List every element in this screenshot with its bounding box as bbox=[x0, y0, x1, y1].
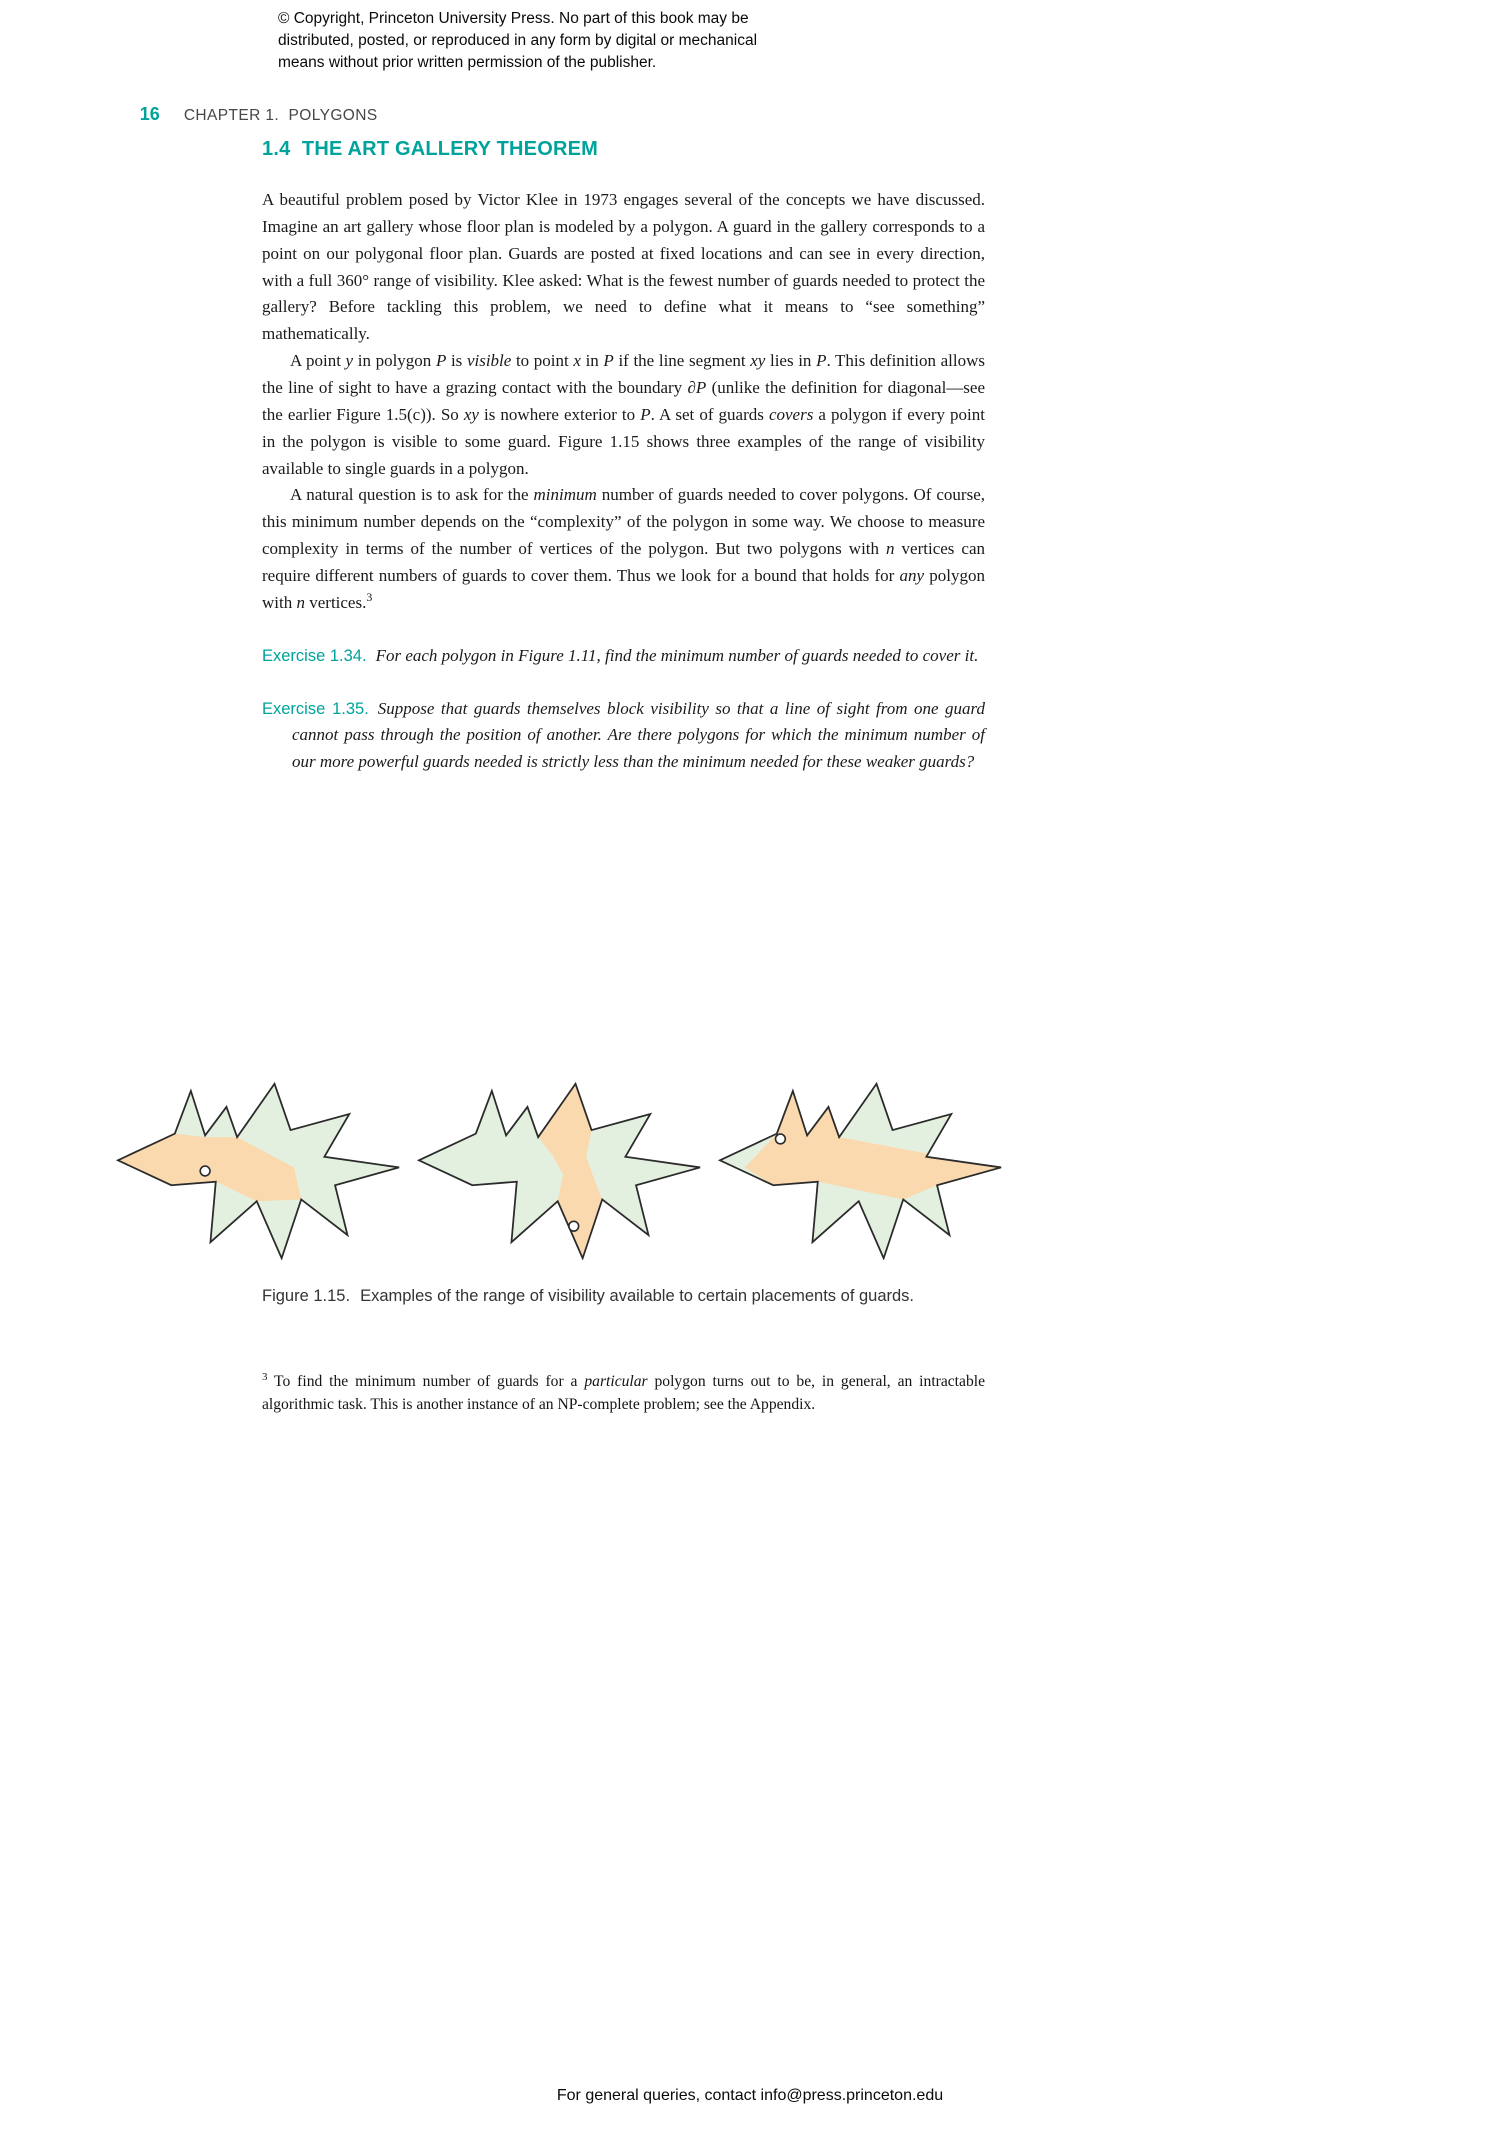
figure-panel-3 bbox=[718, 1082, 1003, 1260]
figure-caption bbox=[262, 1284, 1004, 1309]
exercise-1-35 bbox=[262, 696, 985, 777]
section-heading: 1.4 THE ART GALLERY THEOREM bbox=[262, 138, 599, 160]
copyright-line: © Copyright, Princeton University Press. No part of this book may be bbox=[278, 10, 749, 27]
page-number: 16 bbox=[139, 104, 160, 124]
paragraph-visibility-definition: A point y in polygon P is visible to point x in P if the line segment xy lies in P. This definition allows the line of sight to have a grazing contact with the boundary ∂P (unlike the definition for diagonal—see the earlier Figure 1.5(c)). So xy is nowhere exterior to P. A set of guards covers a polygon if every point in the polygon is visible to some guard. Figure 1.15 shows three examples of the range of visibility available to single guards in a polygon. bbox=[262, 351, 986, 478]
copyright-notice bbox=[278, 8, 838, 74]
exercise-label: Exercise 1.35. bbox=[262, 699, 369, 718]
page-footer: For general queries, contact info@press.princeton.edu bbox=[556, 2087, 944, 2104]
figure-1-15 bbox=[116, 1082, 1003, 1260]
footnote: $^3$ To find the minimum number of guards for a particular polygon turns out to be, in general, an intractable algorithmic task. This is another instance of an NP-complete problem; see the Appendix. bbox=[262, 1371, 985, 1414]
guard-point bbox=[569, 1221, 579, 1231]
exercise-body: Suppose that guards themselves block visibility so that a line of sight from one guard cannot pass through the position of another. Are there polygons for which the minimum number of our more powerful guards needed is strictly less than the minimum needed for these weaker guards? bbox=[292, 698, 985, 772]
running-head bbox=[122, 86, 378, 143]
figure-panel-2 bbox=[417, 1082, 702, 1260]
exercise-body: For each polygon in Figure 1.11, find the minimum number of guards needed to cover it. bbox=[375, 645, 979, 665]
copyright-line: distributed, posted, or reproduced in any form by digital or mechanical bbox=[278, 32, 758, 49]
exercise-1-34 bbox=[262, 643, 985, 670]
copyright-line: means without prior written permission of the publisher. bbox=[278, 54, 657, 71]
paragraph-minimum-guards: A natural question is to ask for the minimum number of guards needed to cover polygons. Of course, this minimum number depends on the “complexity” of the polygon in some way. We choose to measure complexity in terms of the number of vertices of the polygon. But two polygons with n vertices can require different numbers of guards to cover them. Thus we look for a bound that holds for any polygon with n vertices.$^3$ bbox=[262, 485, 985, 612]
paragraph-intro: A beautiful problem posed by Victor Klee in 1973 engages several of the concepts we have discussed. Imagine an art gallery whose floor plan is modeled by a polygon. A guard in the gallery corresponds to a point on our polygonal floor plan. Guards are posted at fixed locations and can see in every direction, with a full 360° range of visibility. Klee asked: What is the fewest number of guards needed to protect the gallery? Before tackling this problem, we need to define what it means to “see something” mathematically. bbox=[262, 190, 985, 344]
figure-caption-text: Examples of the range of visibility available to certain placements of guards. bbox=[360, 1287, 915, 1305]
main-text-column bbox=[262, 138, 985, 776]
figure-caption-label: Figure 1.15. bbox=[262, 1287, 351, 1305]
figure-panel-1 bbox=[116, 1082, 401, 1260]
exercise-label: Exercise 1.34. bbox=[262, 646, 367, 665]
chapter-title: CHAPTER 1. POLYGONS bbox=[183, 107, 378, 124]
guard-point bbox=[200, 1166, 210, 1176]
guard-point bbox=[776, 1134, 786, 1144]
